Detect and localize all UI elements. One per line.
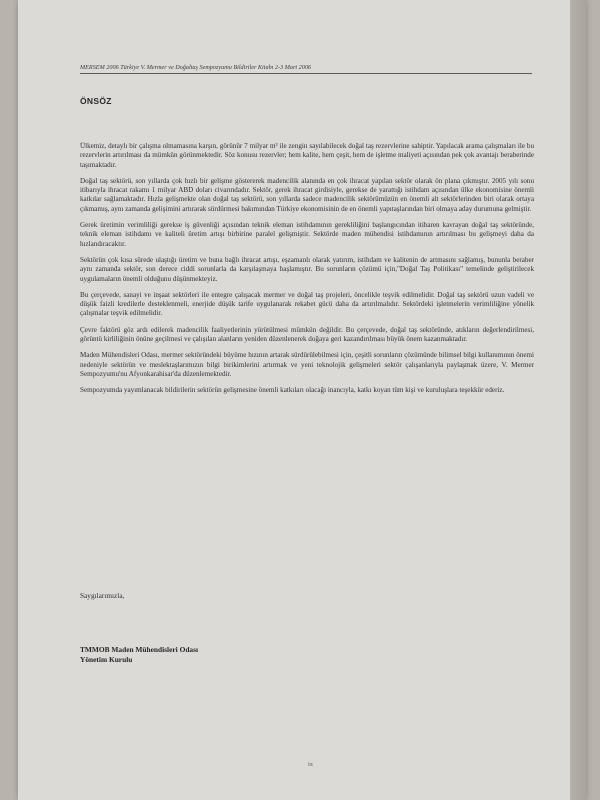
body-text xyxy=(80,142,534,403)
document-page xyxy=(18,0,586,800)
paragraph-8: Sempozyumda yayımlanacak bildirilerin sektörün gelişmesine önemli katkıları olacağı inancıyla, katkı koyan tüm kişi ve kuruluşlara teşekkür ederiz. xyxy=(80,386,505,395)
paragraph-1: Ülkemiz, detaylı bir çalışma olmamasına karşın, görünür 7 milyar m³ ile zengin sayılabilecek doğal taş rezervlerine sahiptir. Yapılacak arama çalışmaları ile bu rezervlerin artırılması da mümkün görünmektedir. Söz konusu rezervler; hem kalite, hem çeşit, hem de işletme maliyeti açısından pek çok avantajı beraberinde taşımaktadır. xyxy=(80,142,534,169)
paragraph-7: Maden Mühendisleri Odası, mermer sektöründeki büyüme hızının artarak sürdürülebilmesi için, çeşitli sorunların çözümünde bilimsel bilgi kullanımının önemi nedeniyle sektörün ve meslektaşlarımızın bilgi birikimlerini artırmak ve yeni teknolojik gelişmeleri sektör çalışanlarıyla paylaşmak üzere, V. Mermer Sempozyumu'nu Afyonkarahisar'da düzenlemektedir. xyxy=(80,351,534,378)
paragraph-2: Doğal taş sektörü, son yıllarda çok hızlı bir gelişme göstererek madencilik alanında en çok ihracat yapılan sektör olarak ön plana çıkmıştır. 2005 yılı sonu itibarıyla ihracat rakamı 1 milyar ABD doları civarındadır. Sektör, gerek ihracat girdisiyle, gerekse de yarattığı istihdam açısından ülke ekonomisine önemli katkılar sağlamaktadır. Hızla gelişmekte olan doğal taş sektörü, son yıllarda sadece madencilik sektörümüzün en önemli alt sektörlerinden biri olarak ortaya çıkmamış, aynı zamanda gelişimini artırarak sürdürmesi bakımından Türkiye ekonomisinin de en önemli yapıtaşlarından biri olmaya aday durumuna gelmiştir. xyxy=(80,176,534,213)
page-title: ÖNSÖZ xyxy=(80,96,112,106)
page-shadow xyxy=(570,0,586,800)
paragraph-4: Sektörün çok kısa sürede ulaştığı üretim ve buna bağlı ihracat artışı, eşzamanlı olarak yatırım, istihdam ve kalitenin de artmasını sağlamış, bununla beraber aynı zamanda sektör, son derece ciddi sorunlarla da karşılaşmaya başlamıştır. Bu sorunların çözümü için,"Doğal Taş Politikası" temelinde geliştirilecek uygulamaların önemli olduğunu düşünmekteyiz. xyxy=(80,255,534,283)
page-number: ix xyxy=(308,761,314,768)
paragraph-3: Gerek üretimin verimliliği gerekse iş güvenliği açısından teknik eleman istihdamının gerekliliğini başlangıcından itibaren kavrayan doğal taş sektöründe, teknik eleman istihdamı ve kaliteli üretim artışı birbirine paralel gelişmiştir. Sektörde maden mühendisi istihdamının artırılması bu gelişmeyi daha da hızlandıracaktır. xyxy=(80,221,534,248)
running-header: MERSEM 2006 Türkiye V. Mermer ve Doğaltaş Sempozyumu Bildiriler Kitabı 2-3 Mart 2006 xyxy=(80,64,532,74)
signature-organization: TMMOB Maden Mühendisleri Odası xyxy=(80,645,199,654)
closing-salutation: Saygılarımızla, xyxy=(80,591,125,600)
signature-board: Yönetim Kurulu xyxy=(80,655,133,664)
paragraph-6: Çevre faktörü göz ardı edilerek madencilik faaliyetlerinin yürütülmesi mümkün değildir. Bu çerçevede, doğal taş sektöründe, atıkların değerlendirilmesi, görüntü kirliliğinin önüne geçilmesi ve çalışılan alanların yeniden düzenlenerek doğaya geri kazandırılması büyük önem kazanmaktadır. xyxy=(80,325,534,344)
signature-block xyxy=(80,645,198,665)
paragraph-5: Bu çerçevede, sanayi ve inşaat sektörleri ile entegre çalışacak mermer ve doğal taş projeleri, öncelikle teşvik edilmelidir. Doğal taş sektörü uzun vadeli ve düşük faizli kredilerle desteklenmeli, enerjide düşük tarife uygulanarak rekabet gücü daha da artırılmalıdır. Sektördeki işletmelerin verimliliğine yönelik çalışmalar teşvik edilmelidir. xyxy=(80,290,534,318)
